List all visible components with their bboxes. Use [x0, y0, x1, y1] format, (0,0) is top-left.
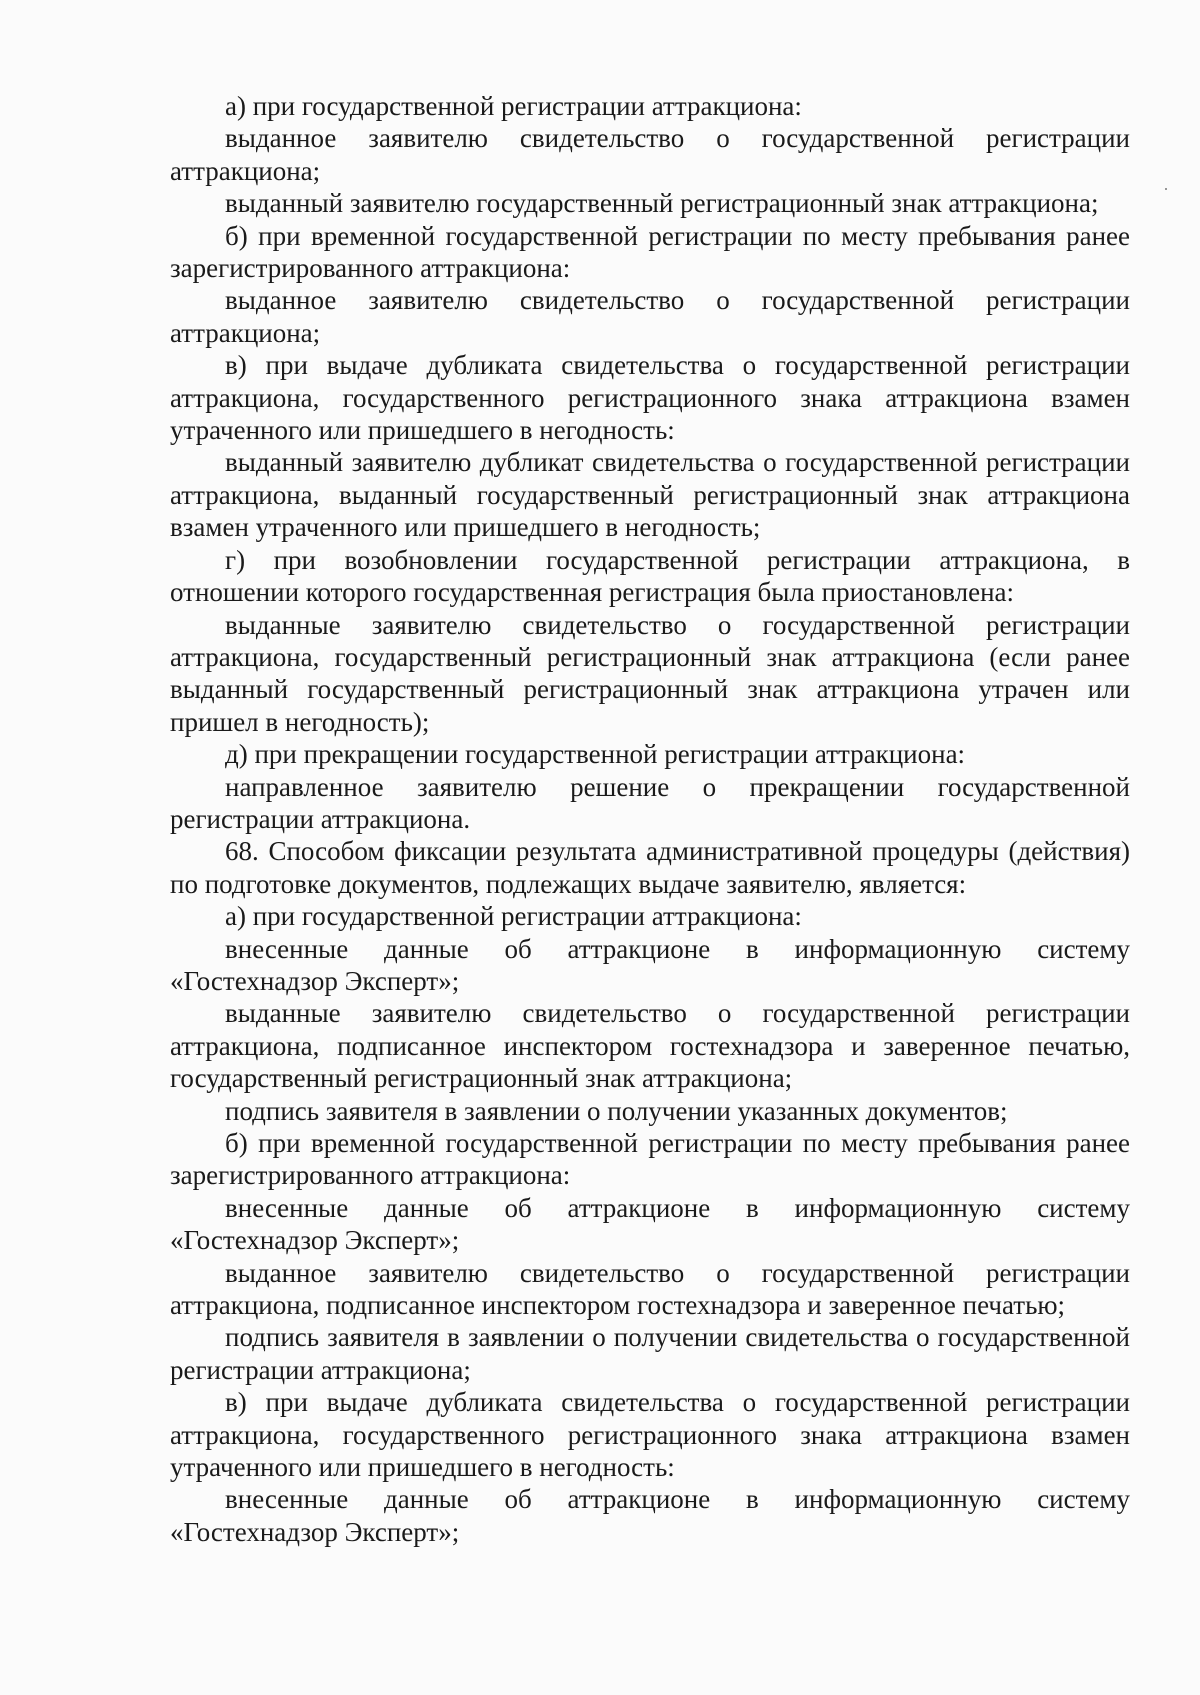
paragraph-2: выданное заявителю свидетельство о государственной регистрации аттракциона; [170, 123, 1130, 186]
paragraph-1: а) при государственной регистрации аттракциона: [225, 91, 802, 121]
paragraph-17: б) при временной государственной регистрации по месту пребывания ранее зарегистрированного аттракциона: [170, 1128, 1130, 1191]
paragraph-15: выданные заявителю свидетельство о государственной регистрации аттракциона, подписанное инспектором гостехнадзора и заверенное печатью, государственный регистрационный знак аттракциона; [170, 998, 1130, 1094]
paragraph-8: г) при возобновлении государственной регистрации аттракциона, в отношении которого государственная регистрация была приостановлена: [170, 544, 1130, 608]
paragraph-20: подпись заявителя в заявлении о получении свидетельства о государственной регистрации аттракциона; [170, 1322, 1130, 1385]
paragraph-14: внесенные данные об аттракционе в информационную систему «Гостехнадзор Эксперт»; [170, 933, 1130, 996]
paragraph-22: внесенные данные об аттракционе в информационную систему «Гостехнадзор Эксперт»; [170, 1484, 1130, 1547]
paragraph-4: б) при временной государственной регистрации по месту пребывания ранее зарегистрированного аттракциона: [170, 220, 1130, 284]
paragraph-10: д) при прекращении государственной регистрации аттракциона: [225, 739, 966, 770]
scan-speck [1165, 188, 1167, 190]
paragraph-21: в) при выдаче дубликата свидетельства о государственной регистрации аттракциона, государственного регистрационного знака аттракциона взамен утраченного или пришедшего в негодность: [170, 1387, 1130, 1483]
paragraph-7: выданный заявителю дубликат свидетельства о государственной регистрации аттракциона, выданный государственный регистрационный знак аттракциона взамен утраченного или пришедшего в негодность; [170, 447, 1130, 543]
paragraph-6: в) при выдаче дубликата свидетельства о государственной регистрации аттракциона, государственного регистрационного знака аттракциона взамен утраченного или пришедшего в негодность: [170, 350, 1130, 446]
paragraph-18: внесенные данные об аттракционе в информационную систему «Гостехнадзор Эксперт»; [170, 1192, 1130, 1256]
paragraph-13: а) при государственной регистрации аттракциона: [225, 901, 802, 932]
paragraph-16: подпись заявителя в заявлении о получении указанных документов; [225, 1095, 1008, 1126]
document-body [170, 90, 1130, 1548]
paragraph-11: направленное заявителю решение о прекращении государственной регистрации аттракциона. [170, 771, 1130, 834]
paragraph-9: выданные заявителю свидетельство о государственной регистрации аттракциона, государственный регистрационный знак аттракциона (если ранее выданный государственный регистрационный знак аттракциона утрачен или пришел в негодность); [170, 609, 1130, 737]
paragraph-5: выданное заявителю свидетельство о государственной регистрации аттракциона; [170, 285, 1130, 348]
paragraph-3: выданный заявителю государственный регистрационный знак аттракциона; [225, 188, 1099, 219]
paragraph-12: 68. Способом фиксации результата административной процедуры (действия) по подготовке документов, подлежащих выдаче заявителю, является: [170, 836, 1130, 899]
paragraph-19: выданное заявителю свидетельство о государственной регистрации аттракциона, подписанное инспектором гостехнадзора и заверенное печатью; [170, 1257, 1130, 1321]
